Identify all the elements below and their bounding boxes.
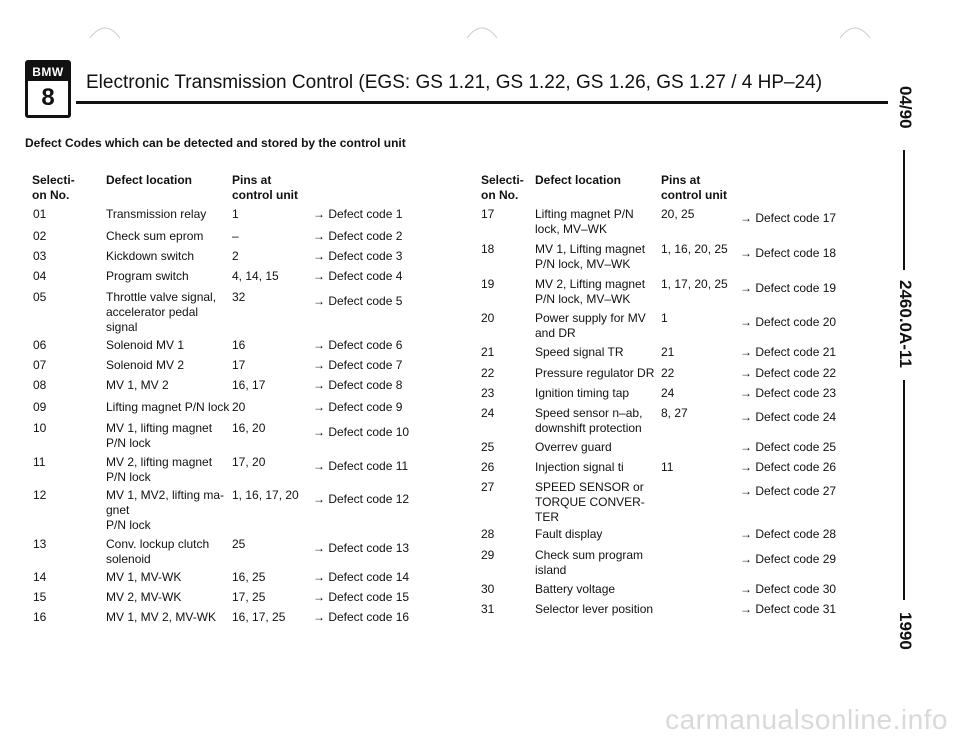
control-unit-pins: 16, 17 [232, 378, 266, 392]
section-subtitle: Defect Codes which can be detected and stored by the control unit [25, 136, 406, 150]
defect-location-line: Injection signal ti [535, 460, 624, 474]
control-unit-pins: 1 [232, 207, 239, 221]
control-unit-pins: 1 [661, 311, 668, 325]
defect-location-line: TER [535, 510, 559, 524]
defect-code: → Defect code 1 [313, 207, 403, 221]
defect-location-line: signal [106, 320, 138, 334]
header-defect-location: Defect location [106, 173, 193, 187]
defect-location-line: P/N lock [106, 470, 151, 484]
selection-number: 28 [481, 527, 495, 541]
selection-number: 14 [33, 570, 47, 584]
defect-location [535, 406, 642, 436]
selection-number: 23 [481, 386, 495, 400]
defect-location [535, 277, 645, 307]
defect-location [535, 345, 624, 360]
control-unit-pins: 25 [232, 537, 246, 551]
corner-mark [838, 18, 872, 40]
control-unit-pins: 21 [661, 345, 675, 359]
selection-number: 16 [33, 610, 47, 624]
defect-code: → Defect code 16 [313, 610, 410, 624]
selection-number: 02 [33, 229, 47, 243]
bmw-group-badge [25, 60, 71, 118]
defect-location [106, 207, 206, 222]
defect-location-line: Lifting magnet P/N lock [106, 400, 230, 414]
defect-location-line: solenoid [106, 552, 151, 566]
defect-location-line: Lifting magnet P/N [535, 207, 634, 221]
watermark: carmanualsonline.info [665, 704, 948, 735]
defect-location [535, 527, 602, 542]
defect-location [106, 290, 216, 335]
selection-number: 08 [33, 378, 47, 392]
defect-code: → Defect code 22 [740, 366, 837, 380]
defect-location [106, 421, 212, 451]
defect-code: → Defect code 5 [313, 294, 403, 308]
defect-location [106, 610, 216, 625]
defect-location-line: Check sum program [535, 548, 644, 562]
control-unit-pins: 17 [232, 358, 246, 372]
selection-number: 27 [481, 480, 495, 494]
control-unit-pins: 24 [661, 386, 675, 400]
issue-date: 04/90 [896, 86, 915, 129]
defect-location-line: MV 2, Lifting magnet [535, 277, 646, 291]
header-selection-no: Selecti- on No. [481, 173, 524, 202]
defect-location-line: island [535, 563, 567, 577]
defect-code: → Defect code 23 [740, 386, 837, 400]
selection-number: 31 [481, 602, 495, 616]
defect-location-line: accelerator pedal [106, 305, 199, 319]
defect-location-line: Speed sensor n–ab, [535, 406, 643, 420]
defect-code: → Defect code 29 [740, 552, 837, 566]
defect-location-line: Conv. lockup clutch [106, 537, 210, 551]
control-unit-pins: 22 [661, 366, 675, 380]
defect-location [535, 207, 634, 237]
defect-location-line: MV 1, lifting magnet [106, 421, 213, 435]
defect-code: → Defect code 25 [740, 440, 837, 454]
defect-code: → Defect code 7 [313, 358, 403, 372]
defect-location-line: MV 2, lifting magnet [106, 455, 213, 469]
selection-number: 13 [33, 537, 47, 551]
control-unit-pins: 17, 25 [232, 590, 266, 604]
defect-location-line: Solenoid MV 1 [106, 338, 185, 352]
defect-location [106, 455, 212, 485]
defect-location [106, 537, 209, 567]
control-unit-pins: 20 [232, 400, 246, 414]
defect-location-line: Check sum eprom [106, 229, 204, 243]
defect-location-line: P/N lock [106, 436, 151, 450]
defect-location [535, 460, 624, 475]
margin-rule [903, 380, 905, 600]
defect-location [535, 386, 629, 401]
defect-location [535, 582, 615, 597]
defect-code: → Defect code 11 [313, 459, 409, 473]
control-unit-pins: 17, 20 [232, 455, 266, 469]
defect-location-line: MV 1, MV-WK [106, 570, 182, 584]
defect-code: → Defect code 3 [313, 249, 403, 263]
defect-location-line: Power supply for MV [535, 311, 646, 325]
defect-code: → Defect code 31 [740, 602, 837, 616]
selection-number: 26 [481, 460, 495, 474]
margin-rule [903, 150, 905, 270]
control-unit-pins: 16 [232, 338, 246, 352]
defect-code: → Defect code 2 [313, 229, 403, 243]
defect-location-line: MV 1, MV 2, MV-WK [106, 610, 217, 624]
defect-code: → Defect code 12 [313, 492, 410, 506]
defect-location [106, 269, 189, 284]
page-title: Electronic Transmission Control (EGS: GS 1.21, GS 1.22, GS 1.26, GS 1.27 / 4 HP–24) [86, 72, 823, 93]
defect-location [535, 366, 654, 381]
selection-number: 09 [33, 400, 47, 414]
selection-number: 03 [33, 249, 47, 263]
defect-location-line: MV 1, MV2, lifting ma- [106, 488, 225, 502]
defect-code: → Defect code 14 [313, 570, 410, 584]
defect-location-line: and DR [535, 326, 576, 340]
header-pins: Pins at control unit [661, 173, 727, 202]
control-unit-pins: 32 [232, 290, 246, 304]
defect-location-line: MV 1, MV 2 [106, 378, 169, 392]
defect-code: → Defect code 6 [313, 338, 403, 352]
control-unit-pins: 1, 17, 20, 25 [661, 277, 728, 291]
selection-number: 04 [33, 269, 47, 283]
selection-number: 12 [33, 488, 47, 502]
defect-location-line: downshift protection [535, 421, 642, 435]
defect-location [535, 440, 612, 455]
control-unit-pins: 11 [661, 460, 674, 474]
defect-code: → Defect code 26 [740, 460, 837, 474]
defect-location-line: Selector lever position [535, 602, 654, 616]
defect-location [106, 358, 184, 373]
defect-location-line: Overrev guard [535, 440, 612, 454]
defect-location [535, 311, 646, 341]
defect-code: → Defect code 9 [313, 400, 403, 414]
badge-brand: BMW [28, 63, 68, 81]
corner-mark [88, 18, 122, 40]
defect-location [106, 488, 224, 533]
header-pins: Pins at control unit [232, 173, 298, 202]
defect-location-line: MV 2, MV-WK [106, 590, 182, 604]
defect-code: → Defect code 27 [740, 484, 837, 498]
defect-location-line: Fault display [535, 527, 603, 541]
defect-location-line: Ignition timing tap [535, 386, 630, 400]
selection-number: 07 [33, 358, 47, 372]
defect-code: → Defect code 15 [313, 590, 410, 604]
defect-location [535, 602, 653, 617]
selection-number: 10 [33, 421, 47, 435]
defect-location-line: gnet [106, 503, 130, 517]
defect-location [106, 249, 194, 264]
defect-location [535, 242, 645, 272]
defect-code: → Defect code 24 [740, 410, 837, 424]
defect-location-line: P/N lock [106, 518, 151, 532]
header-selection-no: Selecti- on No. [32, 173, 75, 202]
defect-location [106, 378, 169, 393]
selection-number: 06 [33, 338, 47, 352]
selection-number: 11 [33, 455, 46, 469]
selection-number: 22 [481, 366, 495, 380]
selection-number: 15 [33, 590, 47, 604]
defect-location-line: Transmission relay [106, 207, 207, 221]
corner-mark [465, 18, 499, 40]
selection-number: 17 [481, 207, 495, 221]
defect-location-line: lock, MV–WK [535, 222, 608, 236]
defect-location-line: SPEED SENSOR or [535, 480, 644, 494]
defect-location-line: Kickdown switch [106, 249, 195, 263]
selection-number: 20 [481, 311, 495, 325]
defect-location-line: Battery voltage [535, 582, 616, 596]
control-unit-pins: 2 [232, 249, 239, 263]
defect-code: → Defect code 28 [740, 527, 837, 541]
defect-location [535, 548, 643, 578]
defect-code: → Defect code 19 [740, 281, 837, 295]
selection-number: 19 [481, 277, 495, 291]
defect-location-line: Solenoid MV 2 [106, 358, 185, 372]
defect-location-line: Speed signal TR [535, 345, 624, 359]
page-code: 2460.0A-11 [896, 280, 915, 368]
defect-location [106, 229, 203, 244]
defect-location [106, 400, 229, 415]
defect-location [106, 338, 184, 353]
selection-number: 25 [481, 440, 495, 454]
defect-code: → Defect code 4 [313, 269, 403, 283]
defect-location-line: Program switch [106, 269, 189, 283]
control-unit-pins: 4, 14, 15 [232, 269, 279, 283]
selection-number: 30 [481, 582, 495, 596]
defect-location-line: Pressure regulator DR [535, 366, 655, 380]
control-unit-pins: 20, 25 [661, 207, 695, 221]
defect-code: → Defect code 10 [313, 425, 410, 439]
badge-group-number: 8 [41, 84, 55, 111]
control-unit-pins: 8, 27 [661, 406, 688, 420]
defect-code: → Defect code 30 [740, 582, 837, 596]
control-unit-pins: 16, 17, 25 [232, 610, 286, 624]
control-unit-pins: 16, 25 [232, 570, 266, 584]
defect-location [535, 480, 645, 525]
selection-number: 01 [33, 207, 47, 221]
defect-location-line: MV 1, Lifting magnet [535, 242, 646, 256]
defect-code: → Defect code 18 [740, 246, 837, 260]
defect-location-line: TORQUE CONVER- [535, 495, 645, 509]
defect-location-line: Throttle valve signal, [106, 290, 217, 304]
control-unit-pins: 1, 16, 17, 20 [232, 488, 299, 502]
defect-code: → Defect code 17 [740, 211, 837, 225]
issue-year: 1990 [896, 612, 915, 650]
selection-number: 18 [481, 242, 495, 256]
selection-number: 05 [33, 290, 47, 304]
defect-code: → Defect code 13 [313, 541, 410, 555]
control-unit-pins: 16, 20 [232, 421, 266, 435]
selection-number: 29 [481, 548, 495, 562]
defect-location-line: P/N lock, MV–WK [535, 257, 631, 271]
defect-location-line: P/N lock, MV–WK [535, 292, 631, 306]
selection-number: 24 [481, 406, 495, 420]
control-unit-pins: 1, 16, 20, 25 [661, 242, 728, 256]
control-unit-pins: – [232, 229, 239, 243]
selection-number: 21 [481, 345, 495, 359]
defect-location [106, 570, 181, 585]
header-defect-location: Defect location [535, 173, 622, 187]
defect-location [106, 590, 181, 605]
defect-code: → Defect code 20 [740, 315, 837, 329]
defect-code: → Defect code 8 [313, 378, 403, 392]
defect-code: → Defect code 21 [740, 345, 837, 359]
header-rule [76, 101, 888, 104]
